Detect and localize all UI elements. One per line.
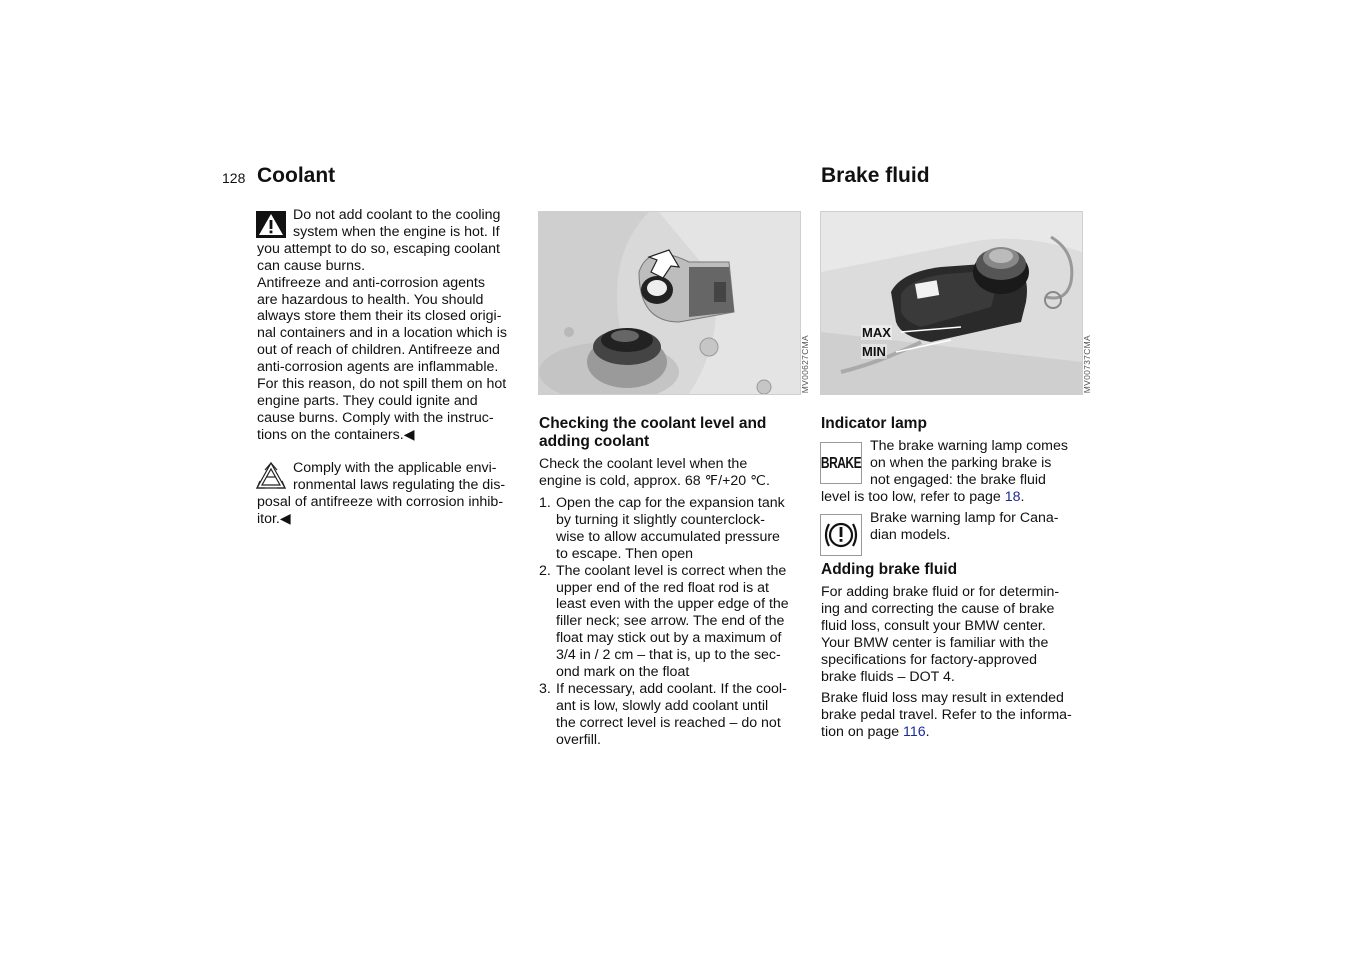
text-line: The coolant level is correct when the	[556, 562, 787, 579]
adding-brake-fluid-heading: Adding brake fluid	[821, 561, 958, 578]
text-line: ant is low, slowly add coolant until	[556, 697, 769, 714]
text-line: engine is cold, approx. 68 ℉/+20 ℃.	[539, 472, 770, 489]
text-line: filler neck; see arrow. The end of the	[556, 613, 785, 630]
step-number: 1.	[539, 495, 551, 511]
text-line: Brake warning lamp for Cana-	[870, 510, 1059, 526]
text-line: Antifreeze and anti-corrosion agents	[257, 274, 485, 291]
canadian-brake-warning-icon	[820, 514, 862, 556]
text-line	[821, 489, 1096, 506]
text-fragment: level is too low, refer to page	[821, 488, 1005, 505]
text-line: specifications for factory-approved	[821, 651, 1038, 668]
text-line: Brake fluid loss may result in extended	[821, 690, 1064, 706]
text-line: cause burns. Comply with the instruc-	[257, 409, 494, 426]
text-line: Open the cap for the expansion tank	[556, 495, 785, 511]
text-fragment: tion on page	[821, 723, 904, 740]
list-item	[539, 495, 814, 563]
page-number: 128	[222, 170, 246, 186]
text-line: anti-corrosion agents are inflammable.	[257, 359, 499, 376]
text-fragment: .	[1020, 488, 1025, 505]
text-line: For adding brake fluid or for determin-	[821, 584, 1060, 600]
coolant-title: Coolant	[257, 164, 336, 187]
brake-icon-text: BRAKE	[820, 453, 862, 473]
text-line: fluid loss, consult your BMW center.	[821, 617, 1046, 634]
text-line: Your BMW center is familiar with the	[821, 634, 1049, 651]
text-line: Check the coolant level when the	[539, 456, 748, 472]
text-line	[821, 724, 1096, 741]
text-line: tions on the containers.◀	[257, 426, 415, 443]
text-fragment: .	[925, 723, 930, 740]
text-line: overfill.	[556, 731, 601, 748]
step-number: 2.	[539, 562, 551, 579]
text-line: on when the parking brake is	[870, 454, 1052, 471]
max-label: MAX	[862, 325, 891, 340]
text-line: posal of antifreeze with corrosion inhib-	[257, 493, 504, 510]
text-line: can cause burns.	[257, 257, 366, 274]
text-line: ond mark on the float	[556, 664, 690, 681]
photo-id-label: MV00737CMA	[1082, 335, 1092, 394]
text-line: by turning it slightly counterclock-	[556, 511, 765, 528]
checking-intro	[539, 456, 809, 490]
indicator-text	[821, 438, 1096, 506]
text-line: not engaged: the brake fluid	[870, 471, 1046, 488]
text-line: nal containers and in a location which is	[257, 325, 508, 342]
text-line: engine parts. They could ignite and	[257, 392, 478, 409]
brake-fluid-reservoir-photo	[820, 211, 1083, 395]
text-line: least even with the upper edge of the	[556, 596, 789, 613]
page-link-18[interactable]: 18	[1004, 488, 1021, 505]
text-line: dian models.	[870, 526, 951, 543]
coolant-expansion-tank-photo	[538, 211, 801, 395]
heading-line: Checking the coolant level and	[539, 415, 767, 432]
text-line: brake fluids – DOT 4.	[821, 668, 955, 685]
text-line: For this reason, do not spill them on hot	[257, 376, 507, 393]
text-line: system when the engine is hot. If	[293, 223, 500, 240]
text-line: The brake warning lamp comes	[870, 438, 1068, 454]
environment-text	[257, 460, 532, 528]
text-line: are hazardous to health. You should	[257, 291, 484, 308]
indicator-lamp-heading: Indicator lamp	[821, 415, 927, 432]
text-line: wise to allow accumulated pressure	[556, 528, 780, 545]
text-line: itor.◀	[257, 510, 291, 527]
coolant-warning-text	[257, 207, 532, 444]
list-item	[539, 681, 814, 749]
adding-text	[821, 584, 1096, 685]
text-line: ing and correcting the cause of brake	[821, 600, 1055, 617]
text-line: the correct level is reached – do not	[556, 714, 781, 731]
text-line: float may stick out by a maximum of	[556, 630, 782, 647]
canadian-text	[870, 510, 1095, 544]
step-number: 3.	[539, 680, 551, 697]
text-line: Do not add coolant to the cooling	[293, 207, 501, 223]
steps-list	[539, 495, 814, 749]
heading-line: adding coolant	[539, 433, 650, 450]
text-line: ronmental laws regulating the dis-	[293, 476, 506, 493]
text-line: you attempt to do so, escaping coolant	[257, 240, 500, 257]
text-line: Comply with the applicable envi-	[293, 460, 497, 476]
page-link-116[interactable]: 116	[903, 723, 926, 740]
text-line: 3/4 in / 2 cm – that is, up to the sec-	[556, 647, 781, 664]
text-line: out of reach of children. Antifreeze and	[257, 342, 500, 359]
min-label: MIN	[862, 344, 886, 359]
checking-heading	[539, 415, 809, 451]
text-line: upper end of the red float rod is at	[556, 579, 769, 596]
photo-id-label: MV00627CMA	[800, 335, 810, 394]
list-item	[539, 563, 814, 681]
text-line: If necessary, add coolant. If the cool-	[556, 680, 787, 697]
text-line: to escape. Then open	[556, 545, 693, 562]
text-line: always store them their its closed origi-	[257, 308, 502, 325]
brake-fluid-title: Brake fluid	[821, 164, 930, 187]
text-line: brake pedal travel. Refer to the informa-	[821, 706, 1072, 723]
loss-text	[821, 690, 1096, 741]
